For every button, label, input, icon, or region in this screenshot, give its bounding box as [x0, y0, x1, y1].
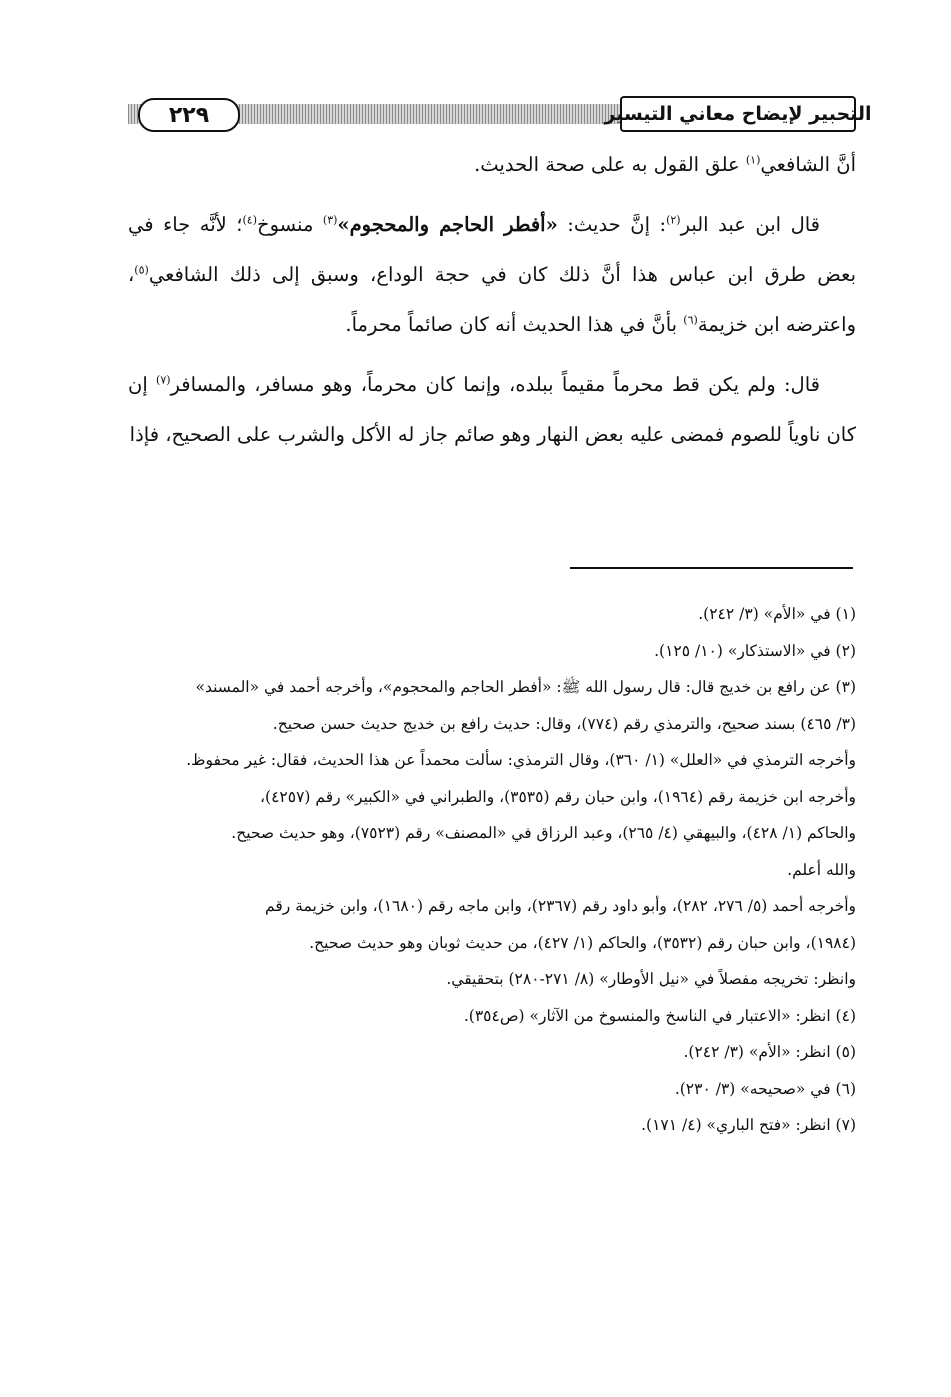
footnote-line: وانظر: تخريجه مفصلاً في «نيل الأوطار» (٨/ ٢٧١-٢٨٠) بتحقيقي. — [446, 970, 856, 988]
text-run: ، واعترضه ابن خزيمة — [128, 263, 856, 336]
footnote-ref-4: (٤) — [242, 213, 257, 227]
footnote-line: وأخرجه الترمذي في «العلل» (١/ ٣٦٠)، وقال الترمذي: سألت محمداً عن هذا الحديث، فقال: غير محفوظ. — [186, 751, 856, 769]
footnote-line: والله أعلم. — [787, 860, 856, 879]
text-run: : إنَّ حديث: — [557, 213, 667, 236]
book-title: التحبير لإيضاح معاني التيسير — [620, 96, 856, 132]
text-run: قال ابن عبد البر — [680, 213, 821, 236]
running-header — [128, 96, 872, 132]
main-text — [128, 140, 856, 460]
paragraph-3 — [128, 360, 856, 460]
footnotes — [128, 596, 856, 1144]
footnote-ref-1: (١) — [745, 153, 761, 167]
footnote-line: (٢) في «الاستذكار» (١٠/ ١٢٥). — [654, 641, 856, 660]
text-run: بأنَّ في هذا الحديث أنه كان صائماً محرماً. — [345, 313, 684, 336]
page-number: ٢٢٩ — [138, 98, 240, 132]
footnote-line: (٧) انظر: «فتح الباري» (٤/ ١٧١). — [641, 1116, 856, 1134]
footnote-separator — [570, 567, 853, 569]
footnote-line: (١) في «الأم» (٣/ ٢٤٢). — [698, 605, 856, 623]
footnote-ref-3: (٣) — [322, 213, 338, 227]
text-run: علق القول به على صحة الحديث. — [474, 153, 746, 176]
footnote-line: (١٩٨٤)، وابن حبان رقم (٣٥٣٢)، والحاكم (١/ ٤٢٧)، من حديث ثوبان وهو حديث صحيح. — [309, 933, 856, 952]
paragraph-1 — [128, 140, 856, 190]
footnote-line: والحاكم (١/ ٤٢٨)، والبيهقي (٤/ ٢٦٥)، وعبد الرزاق في «المصنف» رقم (٧٥٢٣)، وهو حديث صحيح. — [231, 824, 856, 842]
footnote-line: (٣/ ٤٦٥) بسند صحيح، والترمذي رقم (٧٧٤)، وقال: حديث رافع بن خديج حديث حسن صحيح. — [272, 714, 856, 733]
text-run: ؛ لأنَّه جاء في بعض طرق ابن عباس هذا أنَّ ذلك كان في حجة الوداع، وسبق إلى ذلك الشافعي — [128, 213, 856, 286]
footnote-ref-5: (٥) — [134, 263, 149, 277]
footnote-line: (٣) عن رافع بن خديج قال: قال رسول الله ﷺ: «أفطر الحاجم والمحجوم»، وأخرجه أحمد في «المسند» — [195, 678, 856, 696]
footnote-line: (٥) انظر: «الأم» (٣/ ٢٤٢). — [683, 1043, 856, 1061]
footnote-line: وأخرجه ابن خزيمة رقم (١٩٦٤)، وابن حبان رقم (٣٥٣٥)، والطبراني في «الكبير» رقم (٤٢٥٧)، — [260, 787, 856, 806]
paragraph-2 — [128, 200, 856, 350]
footnote-line: (٦) في «صحيحه» (٣/ ٢٣٠). — [674, 1079, 856, 1098]
text-run: قال: ولم يكن قط محرماً مقيماً ببلده، وإنما كان محرماً، وهو مسافر، والمسافر — [170, 373, 820, 396]
hadith-quote: «أفطر الحاجم والمحجوم» — [337, 213, 558, 236]
text-run: إن كان ناوياً للصوم فمضى عليه بعض النهار وهو صائم جاز له الأكل والشرب على الصحيح، فإذا — [128, 373, 856, 446]
footnote-ref-6: (٦) — [683, 313, 698, 327]
footnote-ref-2: (٢) — [666, 213, 681, 227]
footnote-ref-7: (٧) — [156, 373, 171, 387]
text-run: منسوخ — [257, 213, 323, 236]
text-run: أنَّ الشافعي — [760, 153, 856, 176]
footnote-line: وأخرجه أحمد (٥/ ٢٧٦، ٢٨٢)، وأبو داود رقم (٢٣٦٧)، وابن ماجه رقم (١٦٨٠)، وابن خزيمة رقم — [265, 897, 856, 915]
footnote-line: (٤) انظر: «الاعتبار في الناسخ والمنسوخ من الآثار» (ص٣٥٤). — [463, 1006, 856, 1025]
